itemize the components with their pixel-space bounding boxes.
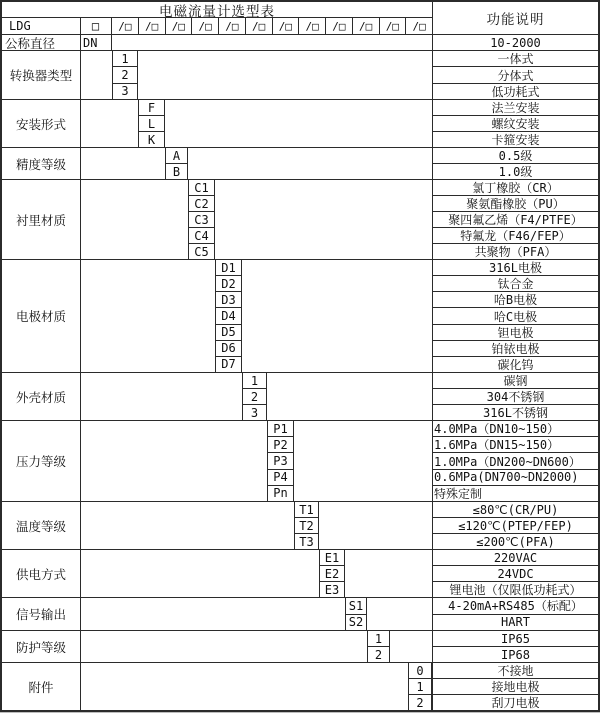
description-cell: 特殊定制	[434, 486, 483, 501]
code-column	[80, 35, 112, 50]
code-cell: P3	[268, 453, 293, 469]
description-cell: 碳化钨	[497, 357, 534, 372]
code-cell: C4	[189, 228, 214, 244]
function-column	[433, 550, 598, 597]
description-cell: 4-20mA+RS485（标配）	[433, 598, 598, 615]
category-label: 衬里材质	[15, 212, 66, 228]
category-label: 供电方式	[15, 566, 66, 582]
description-cell: 刮刀电极	[491, 696, 540, 710]
code-cell: D4	[216, 308, 241, 324]
description-cell: 304不锈钢	[433, 389, 598, 405]
description-cell: 共聚物（PFA）	[474, 245, 557, 259]
code-cell: 1	[409, 679, 431, 695]
model-slot-2: /□	[139, 18, 166, 34]
category-blocks	[2, 34, 598, 710]
model-code-row	[2, 18, 432, 34]
description-cell: 316L不锈钢	[483, 406, 548, 420]
code-cell: 2	[113, 67, 137, 83]
description-cell: 聚氨酯橡胶（PU）	[433, 196, 598, 212]
category-block-9	[2, 501, 598, 549]
code-cell: D6	[216, 341, 241, 357]
description-cell: 1.0级	[498, 165, 533, 179]
function-column	[433, 631, 598, 662]
code-cell: P2	[268, 437, 293, 453]
function-header: 功能说明	[486, 12, 545, 28]
model-first-box: □	[80, 18, 112, 34]
category-label: 精度等级	[15, 156, 66, 172]
model-slot-9: /□	[326, 18, 353, 34]
code-column	[215, 260, 242, 372]
description-cell: 氯丁橡胶（CR）	[433, 180, 598, 196]
header-left	[2, 2, 432, 34]
category-label: 信号输出	[15, 607, 66, 622]
description-cell: 哈C电极	[433, 308, 598, 324]
code-cell: T3	[299, 534, 314, 549]
description-cell: 0.5级	[433, 148, 598, 164]
code-cell: DN	[83, 35, 98, 50]
model-code-slots	[112, 18, 432, 34]
code-cell: E1	[320, 550, 344, 566]
description-cell: 316L电极	[433, 260, 598, 276]
function-column	[433, 35, 598, 50]
description-cell: 钛合金	[433, 276, 598, 292]
model-slot-10: /□	[353, 18, 380, 34]
code-cell: C5	[194, 244, 209, 259]
category-label: 公称直径	[5, 35, 56, 51]
code-cell: 1	[113, 51, 137, 67]
description-cell: 法兰安装	[433, 100, 598, 116]
code-cell: K	[147, 132, 156, 147]
function-column	[433, 148, 598, 179]
code-cell: C3	[189, 212, 214, 228]
function-column	[433, 260, 598, 372]
code-column	[367, 631, 390, 662]
code-cell: D1	[216, 260, 241, 276]
description-cell: ≤80℃(CR/PU)	[433, 502, 598, 518]
code-cell: E2	[320, 566, 344, 582]
description-cell: 卡箍安装	[491, 133, 540, 147]
description-cell: 螺纹安装	[433, 116, 598, 132]
model-slot-5: /□	[219, 18, 246, 34]
model-slot-3: /□	[166, 18, 193, 34]
description-cell: 钽电极	[433, 325, 598, 341]
category-block-7	[2, 372, 598, 420]
description-cell: 分体式	[433, 67, 598, 83]
category-block-1	[2, 34, 598, 50]
category-label: 防护等级	[15, 639, 66, 655]
table-title: 电磁流量计选型表	[2, 2, 432, 18]
code-cell: 0	[409, 663, 431, 679]
description-cell: 锂电池（仅限低功耗式）	[449, 583, 582, 597]
code-cell: T1	[295, 502, 318, 518]
category-label: 附件	[28, 679, 54, 695]
function-column	[433, 373, 598, 420]
category-block-8	[2, 420, 598, 501]
function-column-divider	[432, 2, 433, 710]
description-cell: 一体式	[433, 51, 598, 67]
category-label: 温度等级	[15, 518, 66, 534]
description-cell: 1.6MPa（DN15~150）	[433, 437, 598, 453]
function-column	[433, 663, 598, 710]
code-column	[138, 100, 165, 147]
code-cell: A	[166, 148, 187, 164]
code-cell: 2	[416, 695, 424, 710]
code-cell: C2	[189, 196, 214, 212]
description-cell: 0.6MPa(DN700~DN2000)	[433, 470, 598, 486]
model-slot-7: /□	[273, 18, 300, 34]
category-label: 电极材质	[15, 309, 66, 324]
model-slot-12: /□	[412, 19, 426, 33]
code-column	[408, 663, 432, 710]
code-cell: E3	[324, 582, 340, 597]
category-block-11	[2, 597, 598, 630]
description-cell: 低功耗式	[491, 84, 540, 99]
code-cell: D7	[221, 357, 236, 372]
category-block-10	[2, 549, 598, 597]
code-column	[165, 148, 188, 179]
description-cell: 4.0MPa（DN10~150）	[433, 421, 598, 437]
code-cell: S1	[346, 598, 366, 615]
code-cell: Pn	[273, 486, 288, 501]
code-column	[188, 180, 215, 259]
function-column	[433, 421, 598, 501]
code-column	[294, 502, 319, 549]
category-label: 安装形式	[15, 116, 66, 132]
code-cell: 3	[121, 84, 129, 99]
category-block-2	[2, 50, 598, 99]
description-cell: ≤120℃(PTEP/FEP)	[433, 518, 598, 534]
function-column	[433, 598, 598, 630]
category-block-4	[2, 147, 598, 179]
function-column	[433, 51, 598, 99]
code-column	[242, 373, 267, 420]
code-cell: 1	[368, 631, 389, 647]
code-cell: D2	[216, 276, 241, 292]
model-prefix: LDG	[9, 19, 31, 33]
category-block-5	[2, 179, 598, 259]
category-block-12	[2, 630, 598, 662]
code-cell: 2	[243, 389, 266, 405]
description-cell: 碳钢	[433, 373, 598, 389]
model-slot-11: /□	[380, 18, 407, 34]
model-slot-8: /□	[299, 18, 326, 34]
function-column	[433, 180, 598, 259]
label-column-divider	[80, 17, 81, 710]
code-cell: P1	[268, 421, 293, 437]
code-cell: B	[172, 164, 181, 179]
description-cell: 220VAC	[433, 550, 598, 566]
description-cell: 哈B电极	[433, 292, 598, 308]
description-cell: 1.0MPa（DN200~DN600）	[433, 453, 598, 469]
description-cell: HART	[501, 615, 530, 630]
model-slot-1: /□	[112, 18, 139, 34]
category-label: 压力等级	[15, 454, 66, 469]
category-label: 转换器类型	[9, 68, 73, 83]
function-column	[433, 502, 598, 549]
scan-edge-strip	[0, 712, 600, 716]
table-header	[2, 2, 598, 34]
description-cell: 聚四氟乙烯（F4/PTFE）	[433, 212, 598, 228]
code-column	[112, 51, 138, 99]
code-cell: P4	[268, 470, 293, 486]
code-cell: 2	[374, 647, 383, 662]
description-cell: 接地电极	[433, 679, 598, 695]
description-cell: IP68	[501, 647, 530, 662]
category-block-6	[2, 259, 598, 372]
code-cell: C1	[189, 180, 214, 196]
description-cell: 不接地	[433, 663, 598, 679]
code-cell: 1	[243, 373, 266, 389]
description-cell: 特氟龙（F46/FEP）	[433, 228, 598, 244]
code-cell: T2	[295, 518, 318, 534]
code-column	[267, 421, 294, 501]
model-slot-4: /□	[192, 18, 219, 34]
category-block-3	[2, 99, 598, 147]
code-cell: D3	[216, 292, 241, 308]
function-column	[433, 100, 598, 147]
description-cell: 铂铱电极	[433, 341, 598, 357]
code-cell: S2	[348, 615, 364, 630]
code-cell: F	[139, 100, 164, 116]
code-column	[319, 550, 345, 597]
category-block-13	[2, 662, 598, 710]
description-cell: IP65	[433, 631, 598, 647]
description-cell: ≤200℃(PFA)	[476, 534, 555, 549]
code-cell: D5	[216, 325, 241, 341]
description-cell: 10-2000	[490, 35, 541, 50]
model-slot-6: /□	[246, 18, 273, 34]
code-cell: 3	[250, 405, 259, 420]
code-column	[345, 598, 367, 630]
description-cell: 24VDC	[433, 566, 598, 582]
code-cell: L	[139, 116, 164, 132]
category-label: 外壳材质	[15, 389, 66, 405]
